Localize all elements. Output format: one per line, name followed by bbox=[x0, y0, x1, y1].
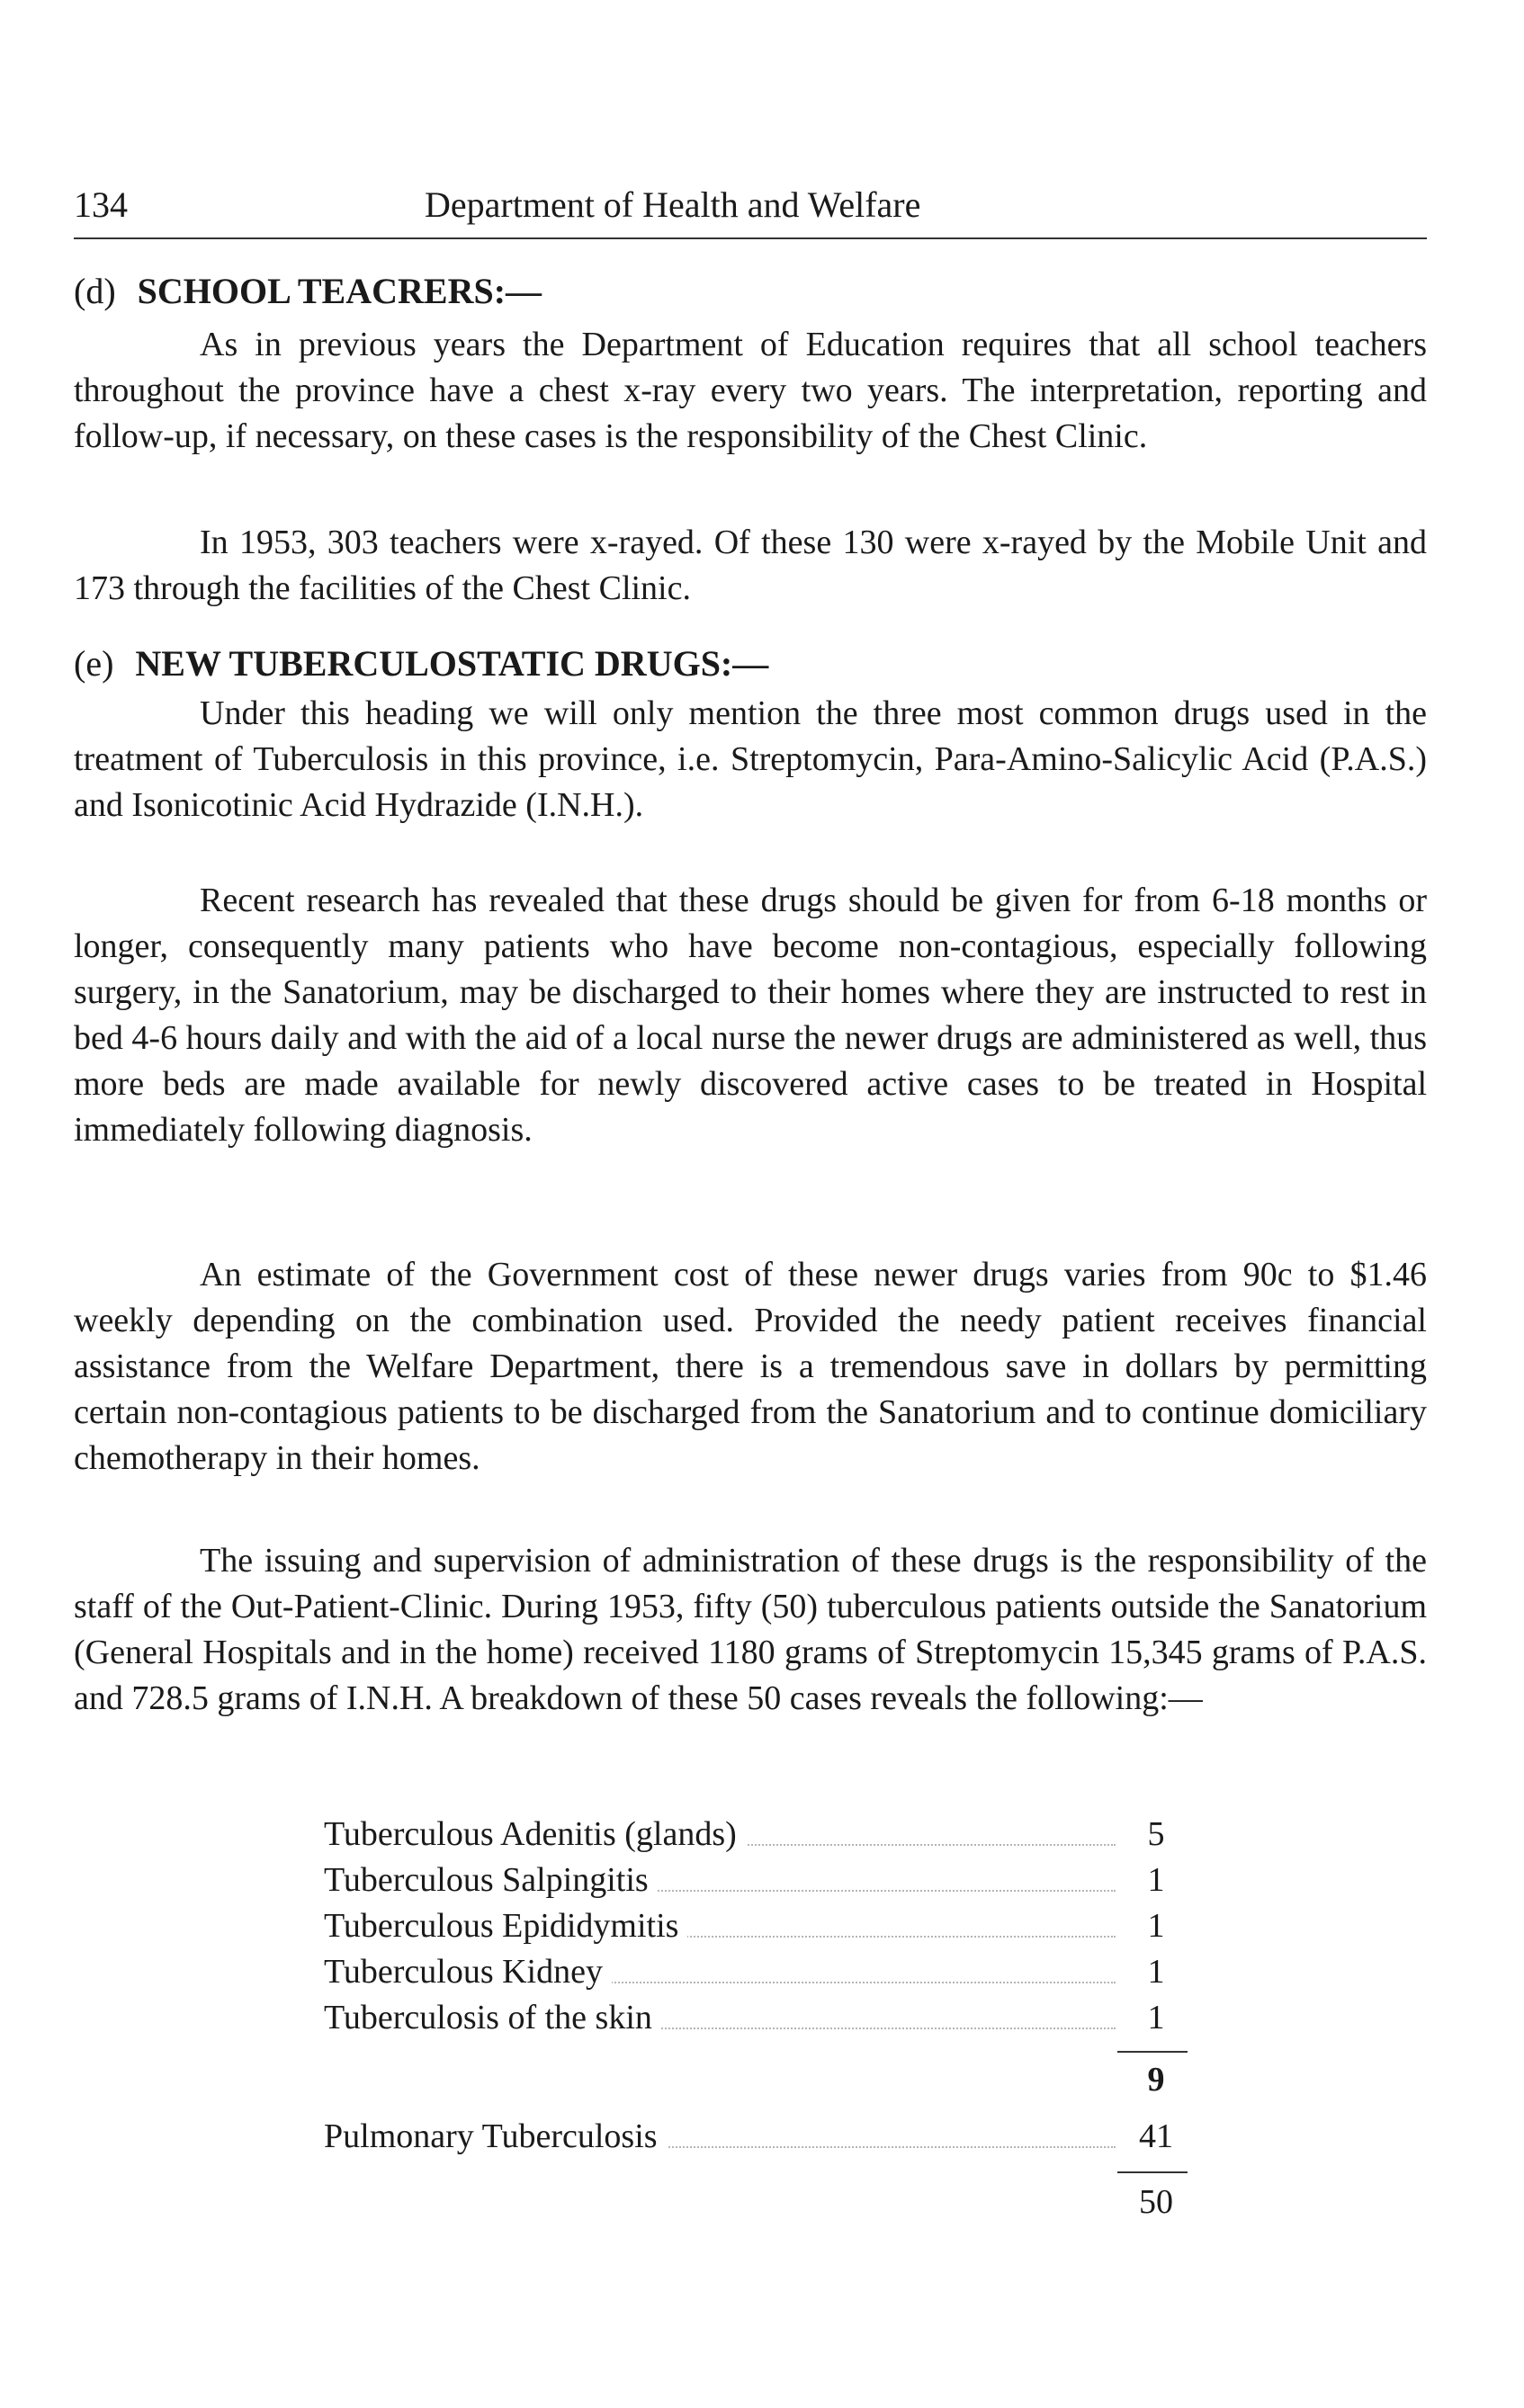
condition-name: Tuberculous Kidney bbox=[324, 1949, 612, 1995]
condition-name: Pulmonary Tuberculosis bbox=[324, 2114, 667, 2160]
page-number: 134 bbox=[74, 184, 128, 225]
section-title: NEW TUBERCULOSTATIC DRUGS:— bbox=[135, 643, 769, 684]
paragraph: The issuing and supervision of administration of these drugs is the responsibility of the staff of the Out-Patient-Clinic. During 1953, fifty (50) tuberculous patients outside the Sanatorium (General Hospitals and in the home) received 1180 grams of Streptomycin 15,345 grams of P.A.S. and 728.5 grams of I.N.H. A breakdown of these 50 cases reveals the following:— bbox=[74, 1542, 1427, 1717]
case-count: 5 bbox=[1147, 1815, 1165, 1853]
case-count: 1 bbox=[1147, 1907, 1165, 1945]
section-heading-d bbox=[74, 270, 542, 312]
condition-name: Tuberculous Adenitis (glands) bbox=[324, 1812, 746, 1857]
section-label: (e) bbox=[74, 643, 114, 684]
paragraph: Recent research has revealed that these drugs should be given for from 6-18 months or longer, consequently many patients who have become non-contagious, especially following surgery, in the Sanatorium, may be discharged to their homes where they are instructed to rest in bed 4-6 hours daily and with the aid of a local nurse the newer drugs are administered as well, thus more beds are made available for newly discovered active cases to be treated in Hospital immediately following diagnosis. bbox=[74, 882, 1427, 1149]
total-rule bbox=[1117, 2171, 1188, 2173]
paragraph: An estimate of the Government cost of these newer drugs varies from 90c to $1.46 weekly depending on the combination used. Provided the needy patient receives financial assistance from the Welfare Department, there is a tremendous save in dollars by permitting certain non-contagious patients to be discharged from the Sanatorium and to continue domiciliary chemotherapy in their homes. bbox=[74, 1256, 1427, 1477]
condition-name: Tuberculous Epididymitis bbox=[324, 1903, 687, 1949]
case-count: 41 bbox=[1139, 2117, 1173, 2155]
sum-rule bbox=[1117, 2051, 1188, 2053]
paragraph: In 1953, 303 teachers were x-rayed. Of these 130 were x-rayed by the Mobile Unit and 173 through the facilities of the Chest Clinic. bbox=[74, 524, 1427, 607]
condition-name: Tuberculous Salpingitis bbox=[324, 1857, 658, 1903]
page-header bbox=[74, 184, 1427, 239]
section-label: (d) bbox=[74, 271, 116, 311]
table-row bbox=[324, 1903, 1188, 1949]
table-row bbox=[324, 1949, 1188, 1995]
section-title: SCHOOL TEACRERS:— bbox=[137, 271, 542, 311]
case-count: 1 bbox=[1147, 1861, 1165, 1899]
case-count: 1 bbox=[1147, 1953, 1165, 1991]
paragraph: Under this heading we will only mention the three most common drugs used in the treatment of Tuberculosis in this province, i.e. Streptomycin, Para-Amino-Salicylic Acid (P.A.S.) and Isonicotinic Acid Hydrazide (I.N.H.). bbox=[74, 694, 1427, 824]
section-heading-e bbox=[74, 642, 768, 685]
condition-name: Tuberculosis of the skin bbox=[324, 1995, 661, 2041]
table-row bbox=[324, 1995, 1188, 2041]
case-count: 1 bbox=[1147, 1999, 1165, 2037]
paragraph: As in previous years the Department of Education requires that all school teachers throughout the province have a chest x-ray every two years. The interpretation, reporting and follow-up, if necessary, on these cases is the responsibility of the Chest Clinic. bbox=[74, 326, 1427, 455]
running-head: Department of Health and Welfare bbox=[425, 184, 921, 225]
subtotal-value: 9 bbox=[1147, 2061, 1165, 2099]
table-row bbox=[324, 1857, 1188, 1903]
total-value: 50 bbox=[1139, 2183, 1173, 2221]
table-row bbox=[324, 1812, 1188, 1857]
table-row-pulmonary bbox=[324, 2114, 1188, 2160]
